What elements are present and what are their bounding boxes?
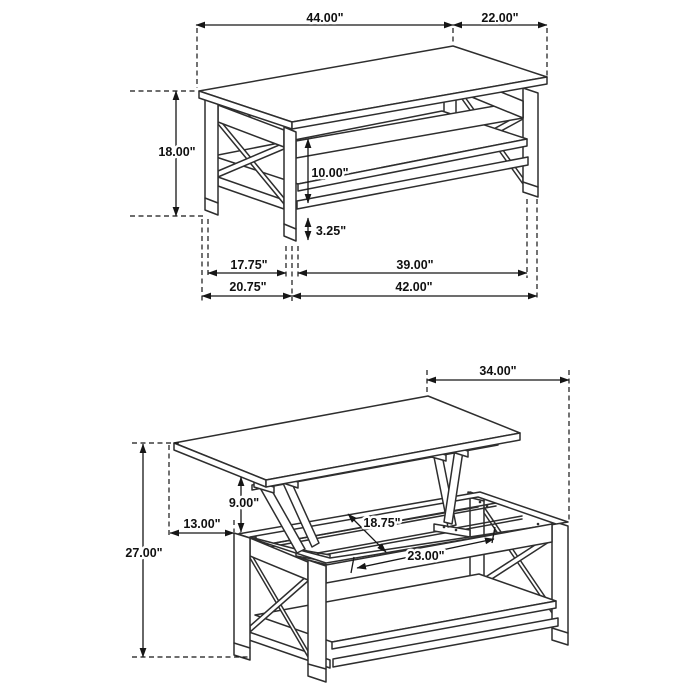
dim-label-front-outer-span: 42.00"	[395, 280, 433, 294]
dim-label-open-height: 27.00"	[125, 546, 163, 560]
dim-label-top-overhang: 13.00"	[183, 517, 221, 531]
rear-left-leg	[234, 533, 250, 660]
dim-label-mechanism-depth: 18.75"	[363, 516, 401, 530]
dim-front-outer-span	[292, 280, 537, 296]
dim-label-mechanism-length: 23.00"	[407, 549, 445, 563]
open-table-drawing	[174, 396, 568, 682]
front-left-leg	[284, 127, 296, 241]
dim-front-inner-span	[298, 258, 527, 273]
dim-label-floor-clearance: 3.25"	[315, 224, 347, 238]
dim-label-top-depth: 22.00"	[481, 11, 519, 25]
lift-top-open-view	[125, 364, 569, 682]
dim-label-top-length: 44.00"	[306, 11, 344, 25]
dim-label-front-inner-span: 39.00"	[396, 258, 434, 272]
closed-table-drawing	[199, 46, 547, 241]
dim-label-shelf-clearance: 10.00"	[311, 166, 349, 180]
rear-left-leg	[205, 96, 218, 215]
dim-end-outer-span	[202, 280, 292, 296]
closed-table-view	[130, 11, 547, 301]
dim-label-end-outer-span: 20.75"	[229, 280, 267, 294]
front-left-leg	[308, 560, 326, 682]
dim-label-top-travel: 34.00"	[479, 364, 517, 378]
dim-label-end-leg-span: 17.75"	[230, 258, 268, 272]
dim-label-table-height: 18.00"	[158, 145, 196, 159]
dim-end-leg-span	[208, 258, 286, 273]
dim-table-height	[130, 91, 206, 216]
dim-open-height	[125, 443, 248, 657]
dim-label-lift-rise: 9.00"	[228, 496, 260, 510]
dim-floor-clearance	[308, 218, 346, 240]
